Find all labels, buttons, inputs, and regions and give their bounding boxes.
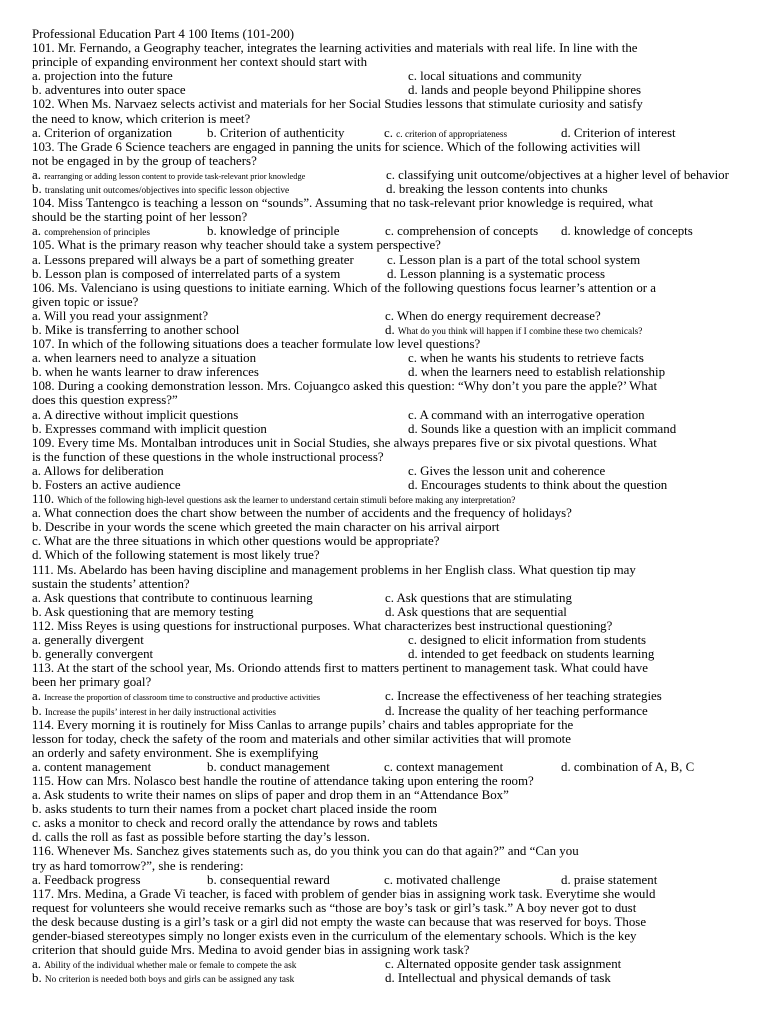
option-a: a. when learners need to analyze a situation (32, 351, 257, 366)
option-b: b. Criterion of authenticity (207, 125, 345, 140)
question-117-stem-cont4: criterion that should guide Mrs. Medina to avoid gender bias in assigning work task? (32, 943, 470, 958)
question-106-stem-cont: given topic or issue? (32, 294, 139, 309)
question-109-stem: 109. Every time Ms. Montalban introduces unit in Social Studies, she always prepares five or six pivotal questions. What (32, 435, 657, 450)
question-114-options (32, 760, 744, 774)
question-117-stem-cont: request for volunteers she would receive remarks such as “those are boy’s task or girl’s task.” A boy never got to dust (32, 900, 637, 915)
question-113-stem-cont: been her primary goal? (32, 675, 152, 690)
question-101-options-row2 (32, 83, 744, 97)
option-a: a. A directive without implicit questions (32, 407, 239, 422)
question-113-options-row1 (32, 689, 744, 703)
option-c: c. Lesson plan is a part of the total school system (387, 252, 641, 267)
question-106-options-row1 (32, 309, 744, 323)
question-101-stem-cont: principle of expanding environment her context should start with (32, 55, 368, 70)
option-c: c. c. criterion of appropriateness (384, 125, 508, 140)
option-b: b. Increase the pupils’ interest in her daily instructional activities (32, 703, 277, 718)
question-107-stem: 107. In which of the following situations does a teacher formulate low level questions? (32, 337, 481, 352)
option-d: d. What do you think will happen if I combine these two chemicals? (385, 322, 643, 337)
option-d: d. intended to get feedback on students learning (408, 647, 655, 662)
option-c: c. What are the three situations in which other questions would be appropriate? (32, 534, 440, 549)
question-111-options-row1 (32, 591, 744, 605)
option-c: c. when he wants his students to retrieve facts (408, 351, 644, 366)
option-b: b. knowledge of principle (207, 224, 340, 239)
question-111-stem: 111. Ms. Abelardo has been having discipline and management problems in her English class. What question tip may (32, 562, 636, 577)
option-b: b. Describe in your words the scene which greeted the main character on his arrival airport (32, 520, 500, 535)
question-117-stem: 117. Mrs. Medina, a Grade Vi teacher, is faced with problem of gender bias in assigning work task. Everytime she would (32, 886, 656, 901)
option-b: b. conduct management (207, 759, 330, 774)
option-d: d. Increase the quality of her teaching performance (385, 703, 648, 718)
question-108-options-row1 (32, 408, 744, 422)
question-116-options (32, 873, 744, 887)
option-d: d. Criterion of interest (561, 125, 676, 140)
option-b: b. Ask questioning that are memory testing (32, 604, 254, 619)
question-102-stem: 102. When Ms. Narvaez selects activist and materials for her Social Studies lessons that stimulate curiosity and satisfy (32, 97, 643, 112)
option-a: a. Criterion of organization (32, 125, 173, 140)
option-d: d. lands and people beyond Philippine shores (408, 83, 642, 98)
option-a: a. Feedback progress (32, 872, 141, 887)
question-112-options-row2 (32, 647, 744, 661)
option-d: d. praise statement (561, 872, 658, 887)
option-a: a. Ask questions that contribute to continuous learning (32, 590, 313, 605)
option-d: d. Ask questions that are sequential (385, 604, 567, 619)
question-109-options-row1 (32, 464, 744, 478)
question-113-options-row2 (32, 704, 744, 718)
question-101-stem: 101. Mr. Fernando, a Geography teacher, integrates the learning activities and materials with real life. In line with the (32, 41, 638, 56)
option-a: a. content management (32, 759, 152, 774)
question-103-stem: 103. The Grade 6 Science teachers are engaged in panning the units for science. Which of the following activities will (32, 139, 641, 154)
question-102-options (32, 126, 744, 140)
option-b: b. Expresses command with implicit question (32, 421, 267, 436)
question-113-stem: 113. At the start of the school year, Ms. Oriondo attends first to matters pertinent to management task. What could have (32, 661, 648, 676)
option-b: b. generally convergent (32, 647, 154, 662)
question-106-options-row2 (32, 323, 744, 337)
question-106-stem: 106. Ms. Valenciano is using questions to initiate earning. Which of the following questions focus learner’s attention or a (32, 280, 657, 295)
question-109-options-row2 (32, 478, 744, 492)
option-c: c. local situations and community (408, 69, 582, 84)
question-117-options-row1 (32, 957, 744, 971)
option-b: b. adventures into outer space (32, 83, 186, 98)
question-104-options (32, 224, 744, 238)
option-d: d. Lesson planning is a systematic process (387, 266, 606, 281)
question-109-stem-cont: is the function of these questions in the whole instructional process? (32, 449, 384, 464)
option-a: a. Will you read your assignment? (32, 308, 209, 323)
option-a: a. Ask students to write their names on slips of paper and drop them in an “Attendance Box” (32, 788, 509, 803)
question-103-options-row1 (32, 168, 744, 182)
option-a: a. Ability of the individual whether male or female to compete the ask (32, 957, 297, 972)
question-104-stem: 104. Miss Tantengco is teaching a lesson on “sounds”. Assuming that no task-relevant prior knowledge is required, what (32, 196, 654, 211)
question-117-stem-cont2: the desk because dusting is a girl’s task or a girl did not empty the waste can because that was reserved for boys. Those (32, 914, 647, 929)
question-110-stem: 110. Which of the following high-level questions ask the learner to understand certain stimuli before making any interpretation? (32, 492, 516, 507)
question-108-stem: 108. During a cooking demonstration lesson. Mrs. Cojuangco asked this question: “Why don’t you pare the apple?’ What (32, 379, 658, 394)
option-c: c. asks a monitor to check and record orally the attendance by rows and tablets (32, 816, 438, 831)
option-c: c. A command with an interrogative operation (408, 407, 645, 422)
option-c: c. designed to elicit information from students (408, 633, 647, 648)
question-108-stem-cont: does this question express?” (32, 393, 178, 408)
question-117-stem-cont3: gender-biased stereotypes simply no longer exists even in the curriculum of the elementary schools. Which is the key (32, 929, 637, 943)
option-c: c. classifying unit outcome/objectives at a higher level of behavior (386, 167, 729, 182)
option-d: d. breaking the lesson contents into chunks (386, 182, 608, 197)
option-b: b. No criterion is needed both boys and girls can be assigned any task (32, 971, 295, 986)
question-116-stem: 116. Whenever Ms. Sanchez gives statements such as, do you think you can do that again?” and “Can you (32, 844, 579, 859)
option-a: a. What connection does the chart show between the number of accidents and the frequency of holidays? (32, 506, 572, 521)
question-112-stem: 112. Miss Reyes is using questions for instructional purposes. What characterizes best instructional questioning? (32, 618, 613, 633)
option-a: a. Allows for deliberation (32, 463, 164, 478)
option-a: a. Lessons prepared will always be a part of something greater (32, 252, 354, 267)
option-c: c. Alternated opposite gender task assignment (385, 957, 622, 972)
page-title: Professional Education Part 4 100 Items (101-200) (32, 27, 295, 41)
option-d: d. calls the roll as fast as possible before starting the day’s lesson. (32, 830, 370, 845)
option-b: b. asks students to turn their names from a pocket chart placed inside the room (32, 802, 437, 817)
question-101-options-row1 (32, 69, 744, 83)
question-116-stem-cont: try as hard tomorrow?”, she is rendering: (32, 858, 244, 873)
option-d: d. knowledge of concepts (561, 224, 693, 239)
option-d: d. Which of the following statement is most likely true? (32, 548, 320, 563)
exam-page (32, 27, 744, 985)
option-c: c. Increase the effectiveness of her teaching strategies (385, 689, 662, 704)
option-b: b. consequential reward (207, 872, 330, 887)
option-b: b. Mike is transferring to another school (32, 322, 240, 337)
option-a: a. comprehension of principles (32, 224, 151, 239)
question-107-options-row2 (32, 365, 744, 379)
question-108-options-row2 (32, 422, 744, 436)
option-c: c. context management (384, 759, 504, 774)
question-111-options-row2 (32, 605, 744, 619)
option-b: b. translating unit outcomes/objectives into specific lesson objective (32, 182, 290, 197)
question-112-options-row1 (32, 633, 744, 647)
question-105-stem: 105. What is the primary reason why teacher should take a system perspective? (32, 238, 441, 253)
option-b: b. Lesson plan is composed of interrelated parts of a system (32, 266, 341, 281)
option-d: d. Encourages students to think about the question (408, 478, 668, 492)
option-d: d. Sounds like a question with an implicit command (408, 421, 677, 436)
option-b: b. when he wants learner to draw inferences (32, 365, 259, 380)
option-a: a. generally divergent (32, 633, 144, 648)
question-114-stem-cont2: an orderly and safety environment. She is exemplifying (32, 745, 319, 760)
question-103-options-row2 (32, 182, 744, 196)
option-d: d. combination of A, B, C (561, 759, 695, 774)
question-104-stem-cont: should be the starting point of her lesson? (32, 210, 248, 225)
option-a: a. rearranging or adding lesson content to provide task-relevant prior knowledge (32, 167, 306, 182)
option-c: c. Gives the lesson unit and coherence (408, 463, 606, 478)
question-107-options-row1 (32, 351, 744, 365)
question-114-stem: 114. Every morning it is routinely for Miss Canlas to arrange pupils’ chairs and tables appropriate for the (32, 717, 574, 732)
option-b: b. Fosters an active audience (32, 478, 181, 492)
option-d: d. Intellectual and physical demands of task (385, 971, 611, 986)
question-105-options-row2 (32, 267, 744, 281)
option-c: c. When do energy requirement decrease? (385, 308, 601, 323)
question-102-stem-cont: the need to know, which criterion is meet? (32, 111, 251, 126)
option-c: c. comprehension of concepts (385, 224, 539, 239)
question-103-stem-cont: not be engaged in by the group of teachers? (32, 153, 257, 168)
question-115-stem: 115. How can Mrs. Nolasco best handle the routine of attendance taking upon entering the room? (32, 773, 534, 788)
question-114-stem-cont: lesson for today, check the safety of the room and materials and other similar activities that will promote (32, 731, 571, 746)
option-c: c. motivated challenge (384, 872, 501, 887)
question-117-options-row2 (32, 971, 744, 985)
option-a: a. projection into the future (32, 69, 173, 84)
option-d: d. when the learners need to establish relationship (408, 365, 666, 380)
question-111-stem-cont: sustain the students’ attention? (32, 576, 190, 591)
question-105-options-row1 (32, 253, 744, 267)
option-a: a. Increase the proportion of classroom time to constructive and productive activities (32, 689, 321, 704)
option-c: c. Ask questions that are stimulating (385, 590, 572, 605)
